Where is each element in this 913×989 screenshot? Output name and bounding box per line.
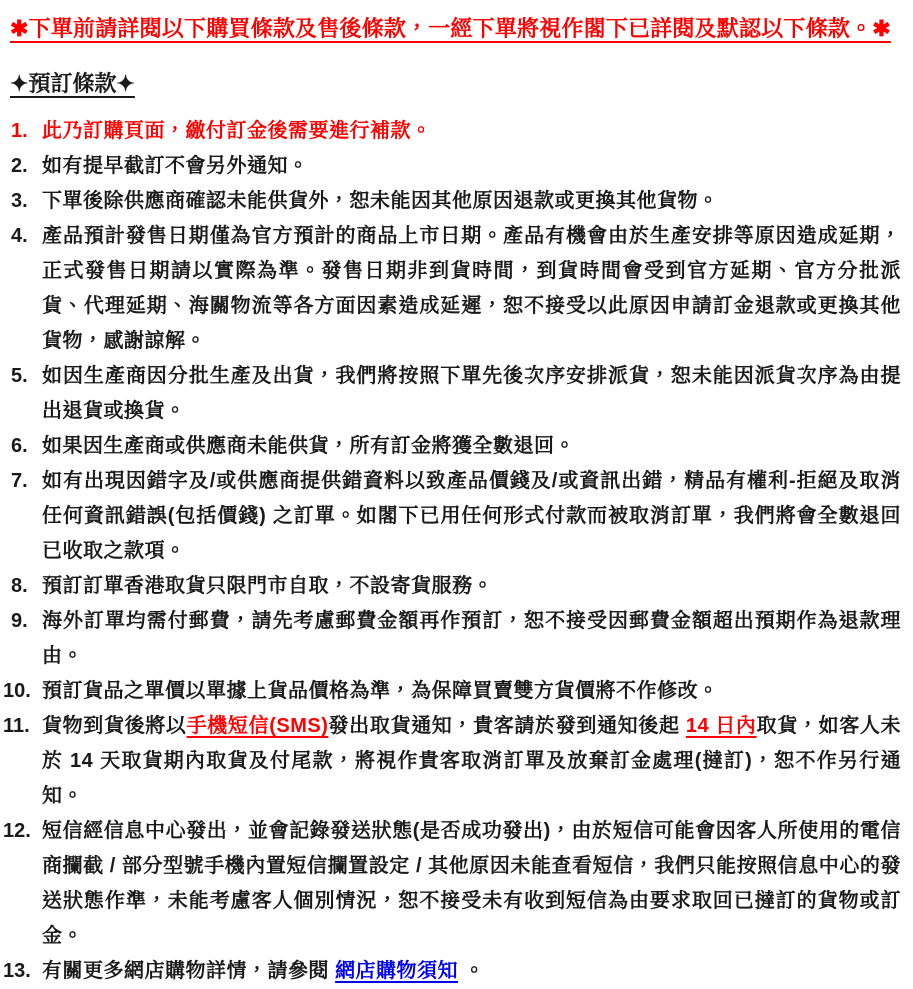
term-text-segment: 如有出現因錯字及/或供應商提供錯資料以致產品價錢及/或資訊出錯，精品有權利-拒絕及取消任何資訊錯誤(包括價錢) 之訂單。如閣下已用任何形式付款而被取消訂單，我們將會全數退回已收取之款項。 xyxy=(42,470,901,562)
term-text-segment: 取貨，如客人未於 14 天取貨期內取貨及付尾款，將視作貴客取消訂單及放棄訂金處理(撻訂)，恕不作另行通知。 xyxy=(42,715,902,807)
term-text-segment: 。 xyxy=(458,960,485,982)
term-item xyxy=(0,429,907,464)
term-text-segment: 如因生產商因分批生產及出貨，我們將按照下單先後次序安排派貨，恕未能因派貨次序為由提出退貨或換貨。 xyxy=(42,365,901,422)
term-text-segment: 短信經信息中心發出，並會記錄發送狀態(是否成功發出)，由於短信可能會因客人所使用的電信商攔截 / 部分型號手機內置短信攔置設定 / 其他原因未能查看短信，我們只能按照信息中心的發送狀態作準，未能考慮客人個別情況，恕不接受未有收到短信為由要求取回已撻訂的貨物或訂金。 xyxy=(42,820,901,947)
term-item xyxy=(0,184,907,219)
term-text-segment: 下單後除供應商確認未能供貨外，恕未能因其他原因退款或更換其他貨物。 xyxy=(42,190,719,212)
term-text xyxy=(42,680,719,702)
term-item xyxy=(0,359,907,429)
term-item xyxy=(0,814,907,954)
term-text-segment: 如有提早截訂不會另外通知。 xyxy=(42,155,309,177)
term-text xyxy=(42,575,493,597)
term-number: 4. xyxy=(11,225,28,247)
term-item xyxy=(0,604,907,674)
term-number: 5. xyxy=(11,365,28,387)
shop-guide-link[interactable]: 網店購物須知 xyxy=(335,960,459,982)
term-item xyxy=(0,709,907,814)
term-number: 3. xyxy=(11,190,28,212)
term-number: 2. xyxy=(11,155,28,177)
term-text xyxy=(42,365,901,422)
term-text xyxy=(42,960,485,982)
purchase-notice-banner: ✱下單前請詳閱以下購買條款及售後條款，一經下單將視作閣下已詳閱及默認以下條款。✱ xyxy=(10,16,891,41)
term-number: 12. xyxy=(3,820,31,842)
term-text-segment: 貨物到貨後將以 xyxy=(42,715,187,737)
term-number: 6. xyxy=(11,435,28,457)
term-number: 8. xyxy=(11,575,28,597)
term-item xyxy=(0,674,907,709)
term-number: 7. xyxy=(11,470,28,492)
term-text xyxy=(42,715,901,807)
term-number: 13. xyxy=(3,960,31,982)
term-text-segment: 發出取貨通知，貴客請於發到通知後起 xyxy=(328,715,686,737)
term-number: 9. xyxy=(11,610,28,632)
term-text-segment: 如果因生產商或供應商未能供貨，所有訂金將獲全數退回。 xyxy=(42,435,575,457)
term-number: 1. xyxy=(11,120,28,142)
term-item xyxy=(0,114,907,149)
highlighted-term: 手機短信(SMS) xyxy=(186,715,329,737)
term-text-segment: 此乃訂購頁面，繳付訂金後需要進行補款。 xyxy=(42,120,432,142)
term-text xyxy=(42,120,432,142)
section-title-preorder-terms: ✦預訂條款✦ xyxy=(10,71,135,96)
terms-list xyxy=(0,114,907,989)
term-item xyxy=(0,569,907,604)
term-text xyxy=(42,155,309,177)
term-item xyxy=(0,954,907,989)
term-text-segment: 預訂訂單香港取貨只限門市自取，不設寄貨服務。 xyxy=(42,575,493,597)
term-text xyxy=(42,610,901,667)
term-item xyxy=(0,464,907,569)
term-text xyxy=(42,435,575,457)
term-number: 10. xyxy=(3,680,31,702)
term-item xyxy=(0,219,907,359)
term-item xyxy=(0,149,907,184)
term-text-segment: 有關更多網店購物詳情，請參閱 xyxy=(42,960,336,982)
term-text xyxy=(42,820,901,947)
term-number: 11. xyxy=(3,715,30,737)
highlighted-term: 14 日內 xyxy=(685,715,757,737)
term-text-segment: 海外訂單均需付郵費，請先考慮郵費金額再作預訂，恕不接受因郵費金額超出預期作為退款理由。 xyxy=(42,610,901,667)
term-text-segment: 產品預計發售日期僅為官方預計的商品上市日期。產品有機會由於生產安排等原因造成延期，正式發售日期請以實際為準。發售日期非到貨時間，到貨時間會受到官方延期、官方分批派貨、代理延期、海關物流等各方面因素造成延遲，恕不接受以此原因申請訂金退款或更換其他貨物，感謝諒解。 xyxy=(42,225,901,352)
term-text-segment: 預訂貨品之單價以單據上貨品價格為準，為保障買賣雙方貨價將不作修改。 xyxy=(42,680,719,702)
term-text xyxy=(42,470,901,562)
term-text xyxy=(42,225,901,352)
term-text xyxy=(42,190,719,212)
